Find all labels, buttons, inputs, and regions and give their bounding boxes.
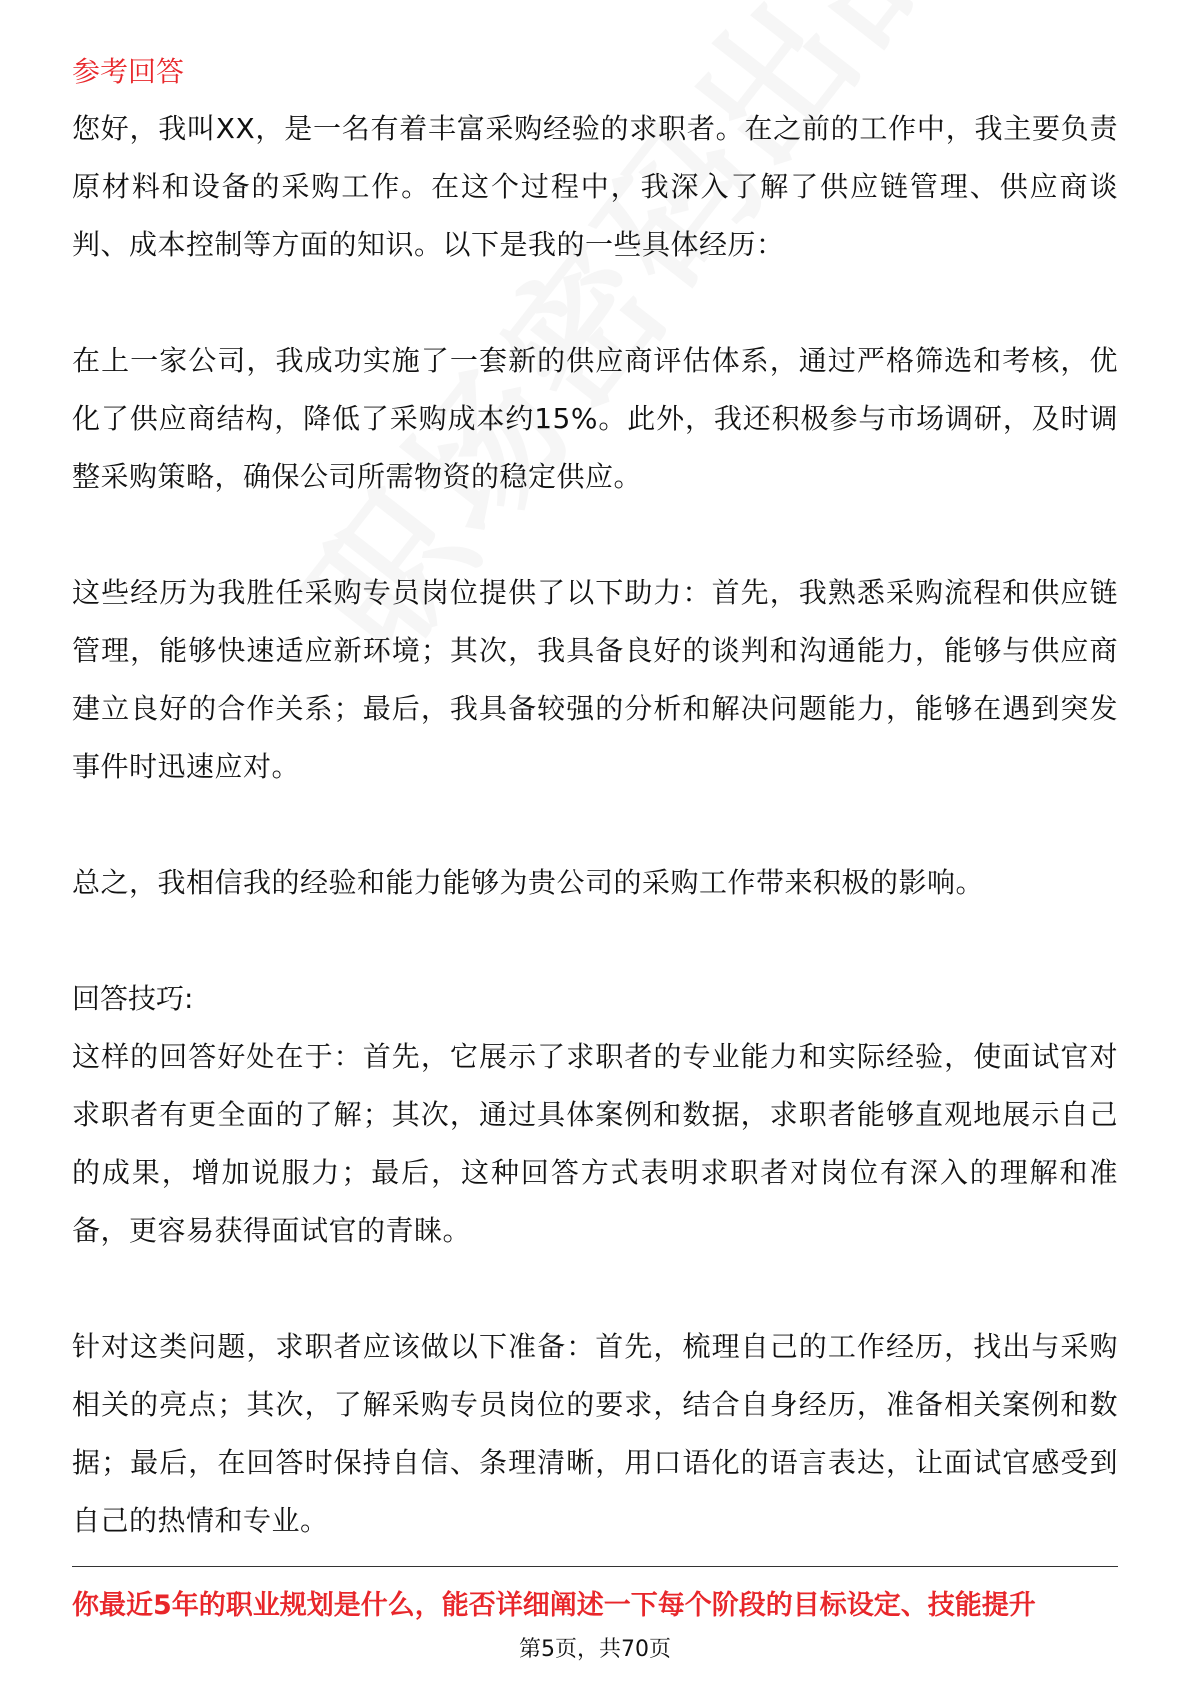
paragraph-gap bbox=[72, 796, 1118, 854]
answer-paragraph-4: 总之，我相信我的经验和能力能够为贵公司的采购工作带来积极的影响。 bbox=[72, 866, 985, 899]
answer-paragraph-1: 您好，我叫XX，是一名有着丰富采购经验的求职者。在之前的工作中，我主要负责原材料和设备的采购工作。在这个过程中，我深入了解了供应链管理、供应商谈判、成本控制等方面的知识。以下是我的一些具体经历： bbox=[72, 112, 1118, 261]
next-question-heading: 你最近5年的职业规划是什么，能否详细阐述一下每个阶段的目标设定、技能提升 bbox=[72, 1590, 1036, 1621]
tips-label: 回答技巧: bbox=[72, 982, 194, 1015]
paragraph-gap bbox=[72, 1260, 1118, 1318]
page-content bbox=[72, 44, 1118, 1550]
tips-paragraph-1: 这样的回答好处在于：首先，它展示了求职者的专业能力和实际经验，使面试官对求职者有更全面的了解；其次，通过具体案例和数据，求职者能够直观地展示自己的成果，增加说服力；最后，这种回答方式表明求职者对岗位有深入的理解和准备，更容易获得面试官的青睐。 bbox=[72, 1040, 1118, 1247]
paragraph-gap bbox=[72, 274, 1118, 332]
answer-heading: 参考回答 bbox=[72, 55, 185, 88]
paragraph-gap bbox=[72, 506, 1118, 564]
page-number: 第5页，共70页 bbox=[519, 1637, 671, 1662]
paragraph-gap bbox=[72, 912, 1118, 970]
section-divider bbox=[72, 1566, 1118, 1567]
answer-paragraph-2: 在上一家公司，我成功实施了一套新的供应商评估体系，通过严格筛选和考核，优化了供应商结构，降低了采购成本约15%。此外，我还积极参与市场调研，及时调整采购策略，确保公司所需物资的稳定供应。 bbox=[72, 344, 1118, 493]
answer-paragraph-3: 这些经历为我胜任采购专员岗位提供了以下助力：首先，我熟悉采购流程和供应链管理，能够快速适应新环境；其次，我具备良好的谈判和沟通能力，能够与供应商建立良好的合作关系；最后，我具备较强的分析和解决问题能力，能够在遇到突发事件时迅速应对。 bbox=[72, 576, 1118, 783]
tips-paragraph-2: 针对这类问题，求职者应该做以下准备：首先，梳理自己的工作经历，找出与采购相关的亮点；其次，了解采购专员岗位的要求，结合自身经历，准备相关案例和数据；最后，在回答时保持自信、条理清晰，用口语化的语言表达，让面试官感受到自己的热情和专业。 bbox=[72, 1330, 1118, 1537]
